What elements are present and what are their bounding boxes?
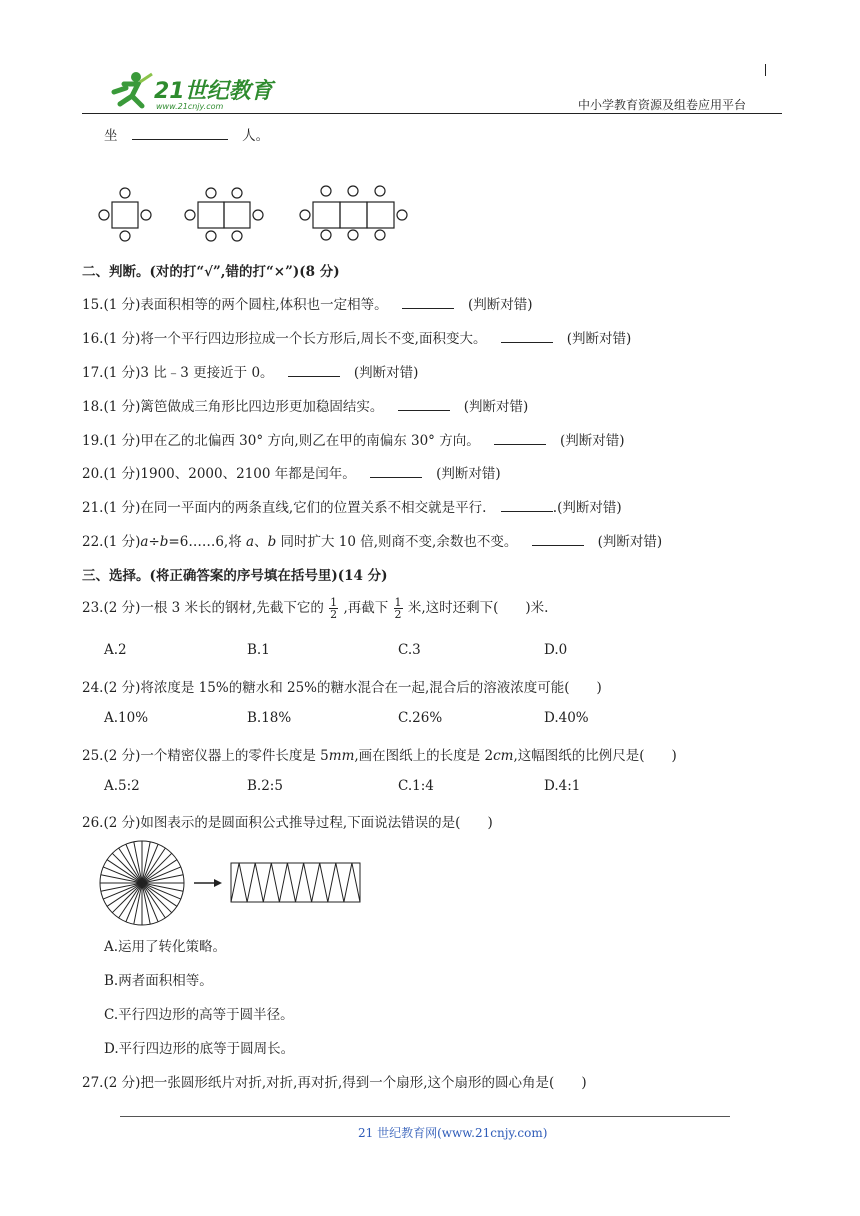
q14-tail: 坐 人。 xyxy=(104,128,270,144)
q19: 19.(1 分)甲在乙的北偏西 30° 方向,则乙在甲的南偏东 30° 方向。 (判断对错) xyxy=(82,433,625,449)
q23: 23.(2 分)一根 3 米长的钢材,先截下它的 $\frac{1}{2}$ ,再截下 $\frac{1}{2}$ 米,这时还剩下( )米. xyxy=(82,596,549,621)
footer-rule xyxy=(120,1116,730,1117)
circle-area-figure xyxy=(98,836,368,926)
q20: 20.(1 分)1900、2000、2100 年都是闰年。 (判断对错) xyxy=(82,466,501,482)
section2-title: 二、判断。(对的打“√”,错的打“×”)(8 分) xyxy=(82,264,340,280)
fraction-half: $\frac{1}{2}$ xyxy=(394,596,402,621)
parallelogram-strips xyxy=(231,863,360,902)
q26: 26.(2 分)如图表示的是圆面积公式推导过程,下面说法错误的是( ) xyxy=(82,815,493,831)
q25: 25.(2 分)一个精密仪器上的零件长度是 5mm,画在图纸上的长度是 2cm,这幅图纸的比例尺是( ) xyxy=(82,748,677,764)
section3-title: 三、选择。(将正确答案的序号填在括号里)(14 分) xyxy=(82,568,388,584)
logo xyxy=(104,68,279,112)
tables-diagram xyxy=(98,182,418,244)
svg-text:21世纪教育: 21世纪教育 xyxy=(154,79,273,104)
header-rule xyxy=(82,113,782,114)
runner-icon xyxy=(114,72,152,106)
fraction-half: $\frac{1}{2}$ xyxy=(330,596,338,621)
q24: 24.(2 分)将浓度是 15%的糖水和 25%的糖水混合在一起,混合后的溶液浓度可能( ) xyxy=(82,680,602,696)
q18: 18.(1 分)篱笆做成三角形比四边形更加稳固结实。 (判断对错) xyxy=(82,399,529,415)
svg-text:www.21cnjy.com: www.21cnjy.com xyxy=(156,102,224,111)
footer-link[interactable]: 21 世纪教育网(www.21cnjy.com) xyxy=(358,1126,548,1140)
q16: 16.(1 分)将一个平行四边形拉成一个长方形后,周长不变,面积变大。 (判断对错) xyxy=(82,331,632,347)
circle-sectors xyxy=(100,841,184,925)
q15: 15.(1 分)表面积相等的两个圆柱,体积也一定相等。 (判断对错) xyxy=(82,297,533,313)
arrow-icon xyxy=(194,879,222,887)
q21: 21.(1 分)在同一平面内的两条直线,它们的位置关系不相交就是平行. .(判断对错) xyxy=(82,500,622,516)
q17: 17.(1 分)3 比﹣3 更接近于 0。 (判断对错) xyxy=(82,365,419,381)
q22: 22.(1 分)a÷b=6……6,将 a、b 同时扩大 10 倍,则商不变,余数也不变。 (判断对错) xyxy=(82,534,663,550)
q27: 27.(2 分)把一张圆形纸片对折,对折,再对折,得到一个扇形,这个扇形的圆心角是( ) xyxy=(82,1075,587,1091)
platform-name: 中小学教育资源及组卷应用平台 xyxy=(578,98,747,112)
